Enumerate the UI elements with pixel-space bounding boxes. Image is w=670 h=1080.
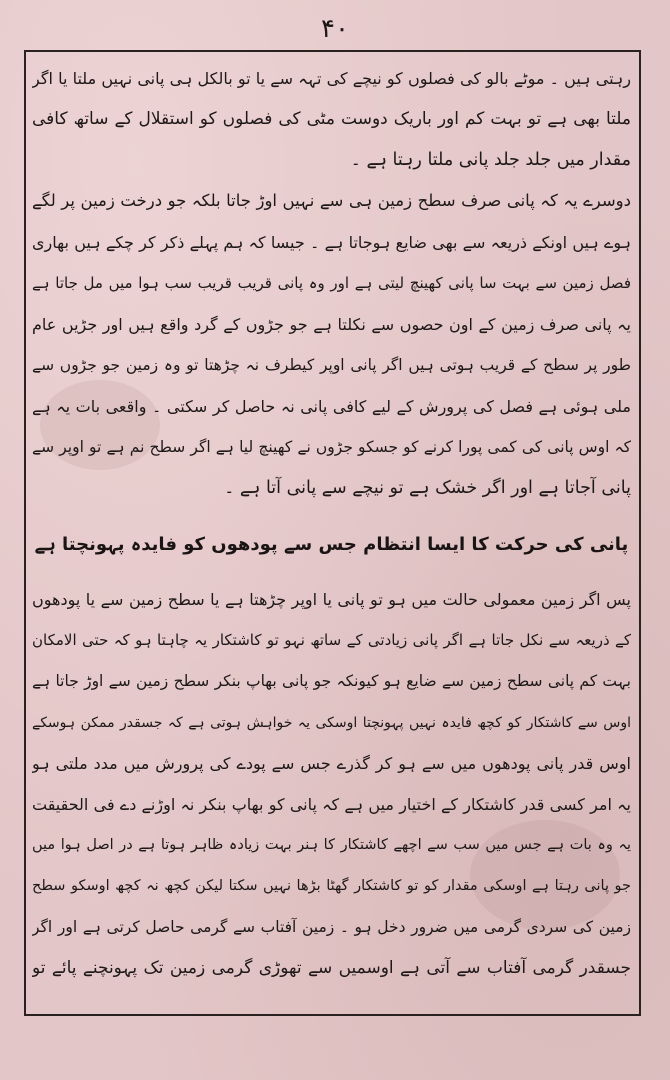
text-line: جو پانی رہتا ہے اوسکی مقدار کو تو کاشتکار گھٹا بڑھا نہیں سکتا لیکن کچھ نہ کچھ اوسکو سطح bbox=[32, 878, 631, 895]
text-line: ملتا بھی ہے تو بہت کم اور باریک دوست مٹی کی فصلوں کو استقلال کے ساتھ کافی bbox=[32, 109, 631, 129]
text-line: ملی ہوئی ہے فصل کی پرورش کے لیے کافی پانی نہ حاصل کر سکتی ۔ واقعی بات یہ ہے bbox=[32, 396, 631, 416]
text-line: پانی آجاتا ہے اور اگر خشک ہے تو نیچے سے پانی آتا ہے ۔ bbox=[224, 477, 631, 498]
text-line: کہ اوس پانی کی کمی پورا کرنے کو جسکو جڑوں نے کھینچ لیا ہے اگر سطح نم ہے تو اوپر سے bbox=[32, 437, 631, 456]
text-line: یہ امر کسی قدر کاشتکار کے اختیار میں ہے کہ پانی کو بھاپ بنکر نہ اوڑنے دے فی الحقیقت bbox=[32, 794, 631, 814]
text-line: بہت کم پانی سطح زمین سے ضایع ہو کیونکہ جو پانی بھاپ بنکر سطح زمین سے اوڑ جاتا ہے bbox=[32, 671, 631, 690]
text-line: جسقدر گرمی آفتاب سے آتی ہے اوسمیں سے تھوڑی گرمی زمین تک پہونچنے پائے تو bbox=[32, 958, 631, 978]
text-line: فصل زمین سے بہت سا پانی کھینچ لیتی ہے اور وہ پانی قریب قریب سب ہوا میں مل جاتا ہے bbox=[32, 274, 631, 292]
text-line: یہ پانی صرف زمین کے اون حصوں سے نکلتا ہے جو جڑوں کے گرد واقع ہیں اور جڑیں عام bbox=[32, 314, 631, 334]
text-line: طور پر سطح کے قریب ہوتی ہیں اگر پانی اوپر کیطرف نہ چڑھتا تو وہ زمین جو جڑوں سے bbox=[32, 355, 631, 374]
text-line: پس اگر زمین معمولی حالت میں ہو تو پانی یا اوپر چڑھتا ہے یا سطح زمین سے یا پودھوں bbox=[32, 589, 631, 609]
page-number: ۴۰ bbox=[321, 14, 349, 44]
text-line: دوسرے یہ کہ پانی صرف سطح زمین ہی سے نہیں اوڑ جاتا بلکہ جو درخت زمین پر لگے bbox=[32, 191, 631, 211]
text-line: اوس قدر پانی پودھوں میں سے ہو کر گذرے جس سے پودے کی پرورش میں مدد ملتی ہو bbox=[32, 753, 631, 773]
text-line: رہتی ہیں ۔ موٹے بالو کی فصلوں کو نیچے کی تہہ سے یا تو بالکل ہی پانی نہیں ملتا یا اگر bbox=[32, 68, 631, 88]
text-line: ہوے ہیں اونکے ذریعہ سے بھی ضایع ہوجاتا ہے ۔ جیسا کہ ہم پہلے ذکر کر چکے ہیں بھاری bbox=[32, 232, 631, 252]
text-body bbox=[32, 58, 631, 989]
text-line: یہ وہ بات ہے جس میں سب سے اچھے کاشتکار کا ہنر بہت زیادہ ظاہر ہوتا ہے در اصل ہوا میں bbox=[32, 837, 631, 854]
section-heading: پانی کی حرکت کا ایسا انتظام جس سے پودھوں کو فایدہ پہونچتا ہے bbox=[34, 533, 629, 555]
text-line: مقدار میں جلد جلد پانی ملتا رہتا ہے ۔ bbox=[350, 149, 631, 170]
text-line: زمین کی سردی گرمی میں ضرور دخل ہو ۔ زمین آفتاب سے گرمی حاصل کرتی ہے اور اگر bbox=[32, 917, 631, 936]
text-frame bbox=[24, 50, 641, 1016]
text-line: اوس سے کاشتکار کو کچھ فایدہ نہیں پہونچتا اوسکی یہ خواہش ہوتی ہے کہ جسقدر ممکن ہوسکے bbox=[32, 714, 631, 731]
text-line: کے ذریعہ سے نکل جاتا ہے اگر پانی زیادتی کے ساتھ نہو تو کاشتکار یہ چاہتا ہو کہ حتی الامکان bbox=[32, 631, 631, 649]
